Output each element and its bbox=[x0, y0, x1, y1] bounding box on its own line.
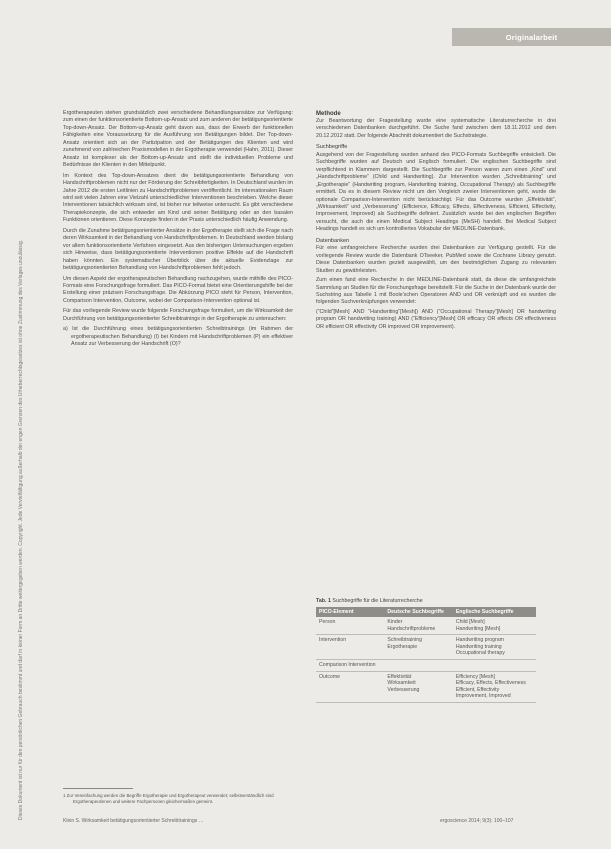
table-row bbox=[316, 635, 536, 660]
table-cell-term: Handwriting program bbox=[455, 637, 504, 644]
table-cell-term: Efficiency [Mesh] bbox=[455, 673, 495, 680]
table-cell-term: Effektivität bbox=[387, 673, 412, 680]
table-header-cell: Englische Suchbegriffe bbox=[453, 607, 536, 617]
table-cell-element: Intervention bbox=[316, 635, 384, 660]
subheading: Datenbanken bbox=[316, 237, 350, 244]
table-caption bbox=[316, 598, 556, 604]
table-cell-term: Improvement, Improved bbox=[455, 693, 511, 700]
paragraph: Für das vorliegende Review wurde folgende Forschungsfrage formuliert, um die Wirksamkeit der Durchführung von betätigungsorientierter Schreibtrainings in der Ergotherapie zu untersuchen: bbox=[63, 308, 293, 322]
footnote: 1 Zur Vereinfachung werden die Begriffe Ergotherapie und Ergotherapeut verwendet; selbstverständlich sind Ergotherapeutinnen und weitere Fachpersonen gleichermaßen gemeint. bbox=[63, 793, 274, 804]
table-caption-label: Tab. 1 bbox=[316, 598, 331, 604]
footer-journal: ergoscience 2014; 9(3): 100–107 bbox=[440, 818, 514, 824]
copyright-side-note: Dieses Dokument ist nur für den persönlichen Gebrauch bestimmt und darf in keiner Form an Dritte weitergegeben werden. Copyright. Jede Vervielfältigung außerhalb der engen Grenzen des Urheberrechtsgesetzes ist ohne Zustimmung des Verlages unzulässig. bbox=[18, 239, 24, 820]
section-heading: Methode bbox=[316, 111, 341, 117]
table-cell-term: Wirksamkeit bbox=[387, 680, 416, 687]
table-header-cell: PICO-Element bbox=[316, 607, 384, 617]
search-terms-table-block bbox=[316, 598, 556, 703]
table-cell-term: Ergotherapie bbox=[387, 643, 418, 650]
paragraph: Ausgehend von der Fragestellung wurden anhand des PICO-Formats Suchbegriffe entwickelt. Die Suchbegriffe wurden auf Deutsch und Englisch formuliert. Die englischen Suchbegriffe sind verpflichtend in Klammern dargestellt. Die Suchbegriffe zur Person waren zum einen „Kind“ und „Handschriftprobleme“ (Child und Handwriting). Zur Intervention wurden „Schreibtraining“ und „Ergotherapie“ (Handwriting program, Handwriting training, Occupational Therapy) als Suchbegriffe ermittelt. Da es in diesem Review nicht um den Vergleich zweier Interventionen geht, wurde die optionale Comparison-Intervention nicht berücksichtigt. Für das Outcome wurden „Effektivität“, „Wirksamkeit“ und „Verbesserung“ (Efficience, Efficacy, Effects, Effectiveness, Efficient, Effectivity, Improvement, Improved) als Suchbegriffe definiert. Zusätzlich wurde bei den englischen Begriffen versucht, die auch die einen Medical Subject Headings (MeSH) handelt. Bei Medical Subject Headings handelt es sich um kontrolliertes Vokabular der MEDLINE-Datenbank. bbox=[316, 151, 556, 233]
paragraph: Zum einen fand eine Recherche in der MEDLINE-Datenbank statt, da diese die umfangreichste Sammlung an Studien für die Forschungsfrage bereitstellt. Für die Suche in der Datenbank wurde der Suchstring aus Tabelle 1 mit Boole'schen Operatoren AND und OR verknüpft und es wurden die folgenden Suchverknüpfungen verwendet: bbox=[316, 277, 557, 306]
search-query: (“Child”[Mesh] AND “Handwriting”[Mesh]) AND (“Occupational Therapy”[Mesh] OR handwriting program OR handwriting training) AND (“Efficiency”[Mesh] OR efficacy OR effects OR effectiveness OR efficient OR effectivity OR improved OR improvement). bbox=[316, 308, 556, 330]
paragraph: Zur Beantwortung der Fragestellung wurde eine systematische Literaturrecherche in drei verschiedenen Datenbanken durchgeführt. Die Suche fand zwischen dem 18.11.2012 und dem 20.12.2012 statt. Der folgende Abschnitt dokumentiert die Suchstrategie. bbox=[316, 118, 556, 139]
table-cell-en bbox=[453, 617, 536, 635]
table-caption-text: Suchbegriffe für die Literaturrecherche bbox=[332, 598, 423, 604]
subheading: Suchbegriffe bbox=[316, 144, 348, 151]
left-column bbox=[63, 110, 293, 352]
table-cell-de bbox=[384, 617, 452, 635]
right-column bbox=[316, 110, 556, 333]
table-body bbox=[316, 617, 536, 702]
table-cell-element: Person bbox=[316, 617, 384, 635]
paragraph: Durch die Zunahme betätigungsorientierter Ansätze in der Ergotherapie stellt sich die Frage nach deren Wirksamkeit in der Behandlung von Handschriftproblemen. In Deutschland werden bislang vor allem funktionsorientierte Verfahren eingesetzt. Aus den bisherigen Untersuchungen ergeben sich Hinweise, dass betätigungsorientierte Interventionen positive Effekte auf die Handschrift haben könnten. Ein systematischer Überblick über die aktuelle Evidenzlage zur betätigungsorientierten Behandlung von Handschriftproblemen fehlt jedoch. bbox=[63, 227, 293, 272]
table-cell-term: Handwriting [Mesh] bbox=[455, 625, 501, 632]
section-badge: Originalarbeit bbox=[452, 28, 611, 46]
table-cell-term: Efficient, Effectivity bbox=[455, 686, 500, 693]
table-row bbox=[316, 671, 536, 702]
table-row bbox=[316, 617, 536, 635]
paragraph: Im Kontext des Top-down-Ansatzes dient die betätigungsorientierte Behandlung von Handschriftproblemen nicht nur der Förderung der Schreibfertigkeiten. In Deutschland wurden im Jahre 2012 die ersten Leitlinien zu Handschriftproblemen veröffentlicht. Im internationalen Raum wird seit vielen Jahren eine Vielzahl unterschiedlicher Interventionen beschrieben. Welche dieser Interventionen tatsächlich wirksam sind, ist bisher nur teilweise untersucht. Es gibt verschiedene Therapiekonzepte, die sich entweder am Kind und seiner Betätigung oder an den basalen Funktionen orientieren. Diese Konzepte finden in der Praxis unterschiedlich häufig Anwendung. bbox=[63, 172, 293, 224]
table-cell-term: Schreibtraining bbox=[387, 637, 423, 644]
table-cell-de bbox=[384, 659, 452, 671]
table-cell-term: Kinder bbox=[387, 619, 403, 625]
table-cell-term: Child [Mesh] bbox=[455, 619, 485, 625]
paragraph: Für eine umfangreichere Recherche wurden drei Datenbanken zur Verfügung gestellt. Für die vorliegende Review wurde die Datenbank OTseeker, PubMed sowie die Cochrane Library genutzt. Diese Datenbanken wurden gezielt ausgewählt, um den bestmöglichen Zugang zu relevanten Studien zu gewährleisten. bbox=[316, 245, 556, 274]
table-cell-en bbox=[453, 635, 536, 660]
paragraph: Ergotherapeuten stehen grundsätzlich zwei verschiedene Behandlungsansätze zur Verfügung: zum einen der funktionsorientierte Bottom-up-Ansatz und zum anderen der betätigungsorientierte Top-down-Ansatz. Der Bottom-up-Ansatz geht davon aus, dass der Erwerb der funktionellen Fähigkeiten eine Voraussetzung für die Ausführung von Betätigungen bildet. Der Top-down-Ansatz orientiert sich an der Partizipation und der Betätigungen des Klienten und wird zunehmend von zahlreichen Praxismodellen in der Ergotherapie verwendet (Hahn, 2011). Dieser Ansatz ist komplexer als der Bottom-up-Ansatz und stellt die individuellen Probleme und Bedürfnisse der Klienten in den Mittelpunkt. bbox=[63, 110, 293, 169]
footnote-divider bbox=[63, 788, 133, 789]
search-terms-table bbox=[316, 607, 536, 703]
research-question: a) Ist die Durchführung eines betätigungsorientierten Schreibtrainings (im Rahmen der ergotherapeutischen Behandlung) (I) bei Kindern mit Handschriftproblemen (P) ein effektiver Ansatz zur Verbesserung der Handschrift (O)? bbox=[63, 326, 293, 348]
table-cell-en bbox=[453, 671, 536, 702]
table-cell-term: Efficacy, Effects, Effectiveness bbox=[455, 680, 526, 687]
table-cell-term: Verbesserung bbox=[387, 686, 420, 693]
table-header-row bbox=[316, 607, 536, 617]
footer-citation: Klein S. Wirksamkeit betätigungsorientierter Schreibtrainings … bbox=[63, 818, 204, 824]
table-cell-term: Occupational therapy bbox=[455, 650, 505, 657]
table-cell-term: Handschriftprobleme bbox=[387, 625, 436, 632]
table-row bbox=[316, 659, 536, 671]
table-cell-en bbox=[453, 659, 536, 671]
table-cell-element: Outcome bbox=[316, 671, 384, 702]
paragraph: Um diesen Aspekt der ergotherapeutischen Behandlung nachzugehen, wurde mithilfe des PICO-Formats eine Forschungsfrage formuliert. Das PICO-Format bietet eine Orientierungshilfe bei der Erstellung einer präzisen Forschungsfrage. Die Abkürzung PICO steht für Person, Intervention, Comparison Intervention, Outcome, wobei der Comparison-Intervention optional ist. bbox=[63, 275, 293, 304]
table-cell-de bbox=[384, 671, 452, 702]
table-cell-de bbox=[384, 635, 452, 660]
table-header-cell: Deutsche Suchbegriffe bbox=[384, 607, 452, 617]
table-cell-term: Handwriting training bbox=[455, 643, 502, 650]
table-cell-element: Comparison Intervention bbox=[316, 659, 384, 671]
